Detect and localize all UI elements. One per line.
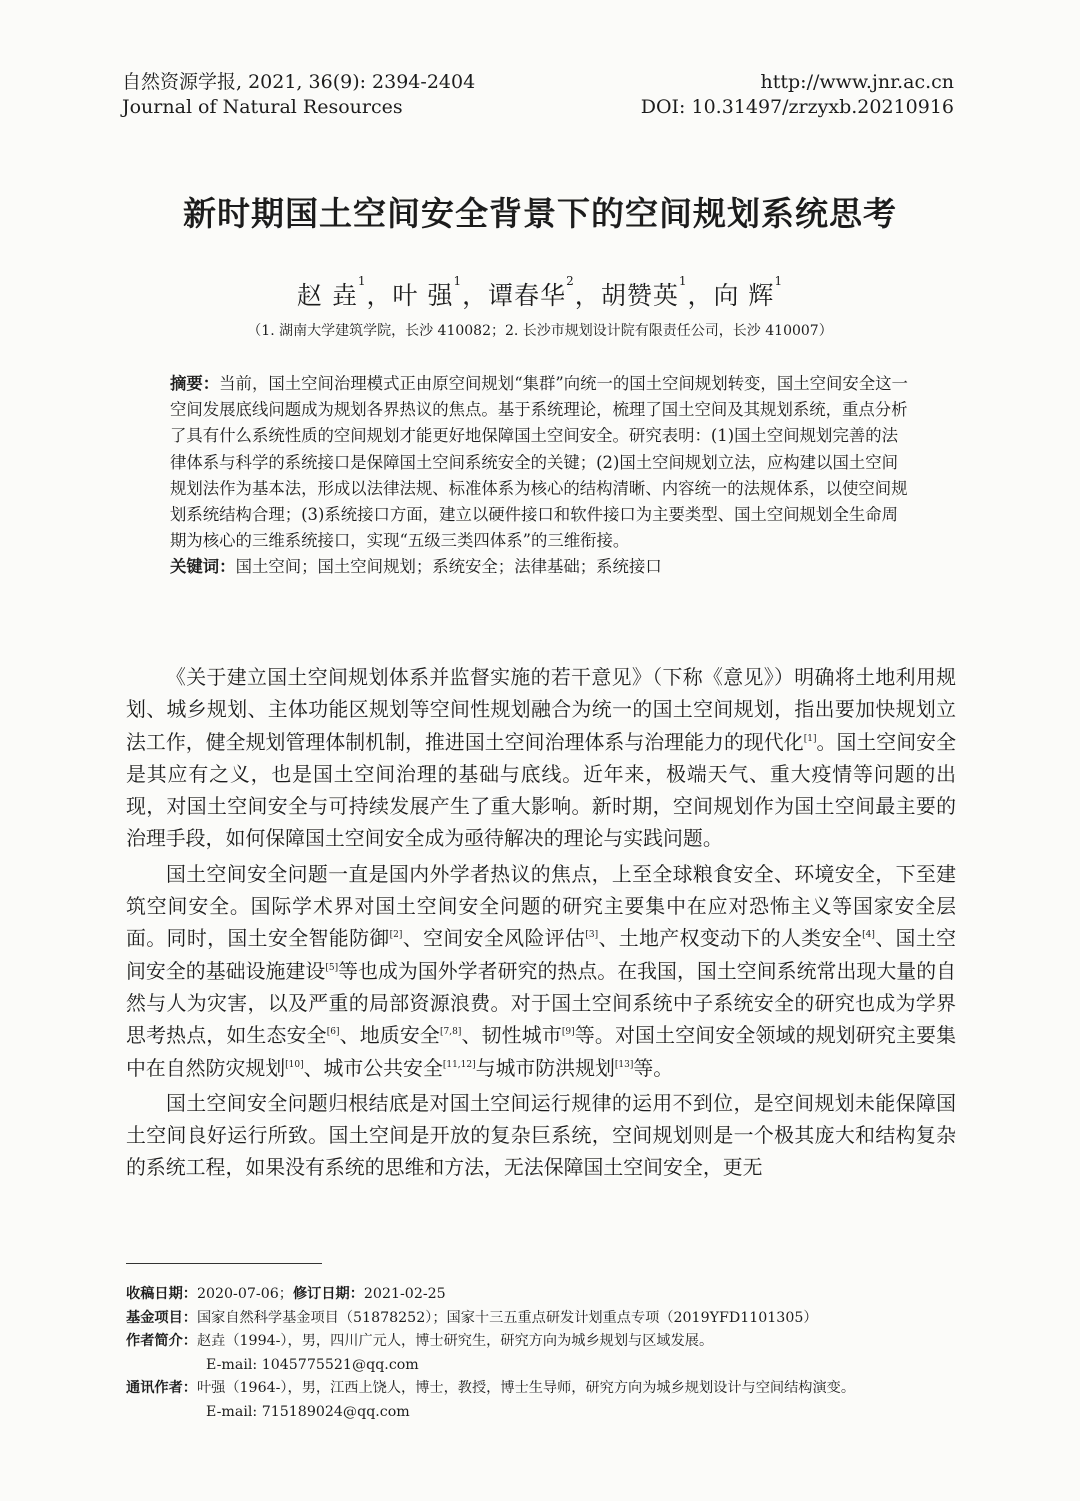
keywords-text: 国土空间；国土空间规划；系统安全；法律基础；系统接口: [235, 557, 662, 577]
author-affiliation-mark: 1: [774, 274, 784, 288]
author-affiliation-mark: 1: [453, 274, 463, 288]
author-bio-row: [126, 1330, 966, 1354]
body-text-run: 、韧性城市: [461, 1024, 562, 1048]
footnotes: [126, 1283, 966, 1425]
footnote-divider: [126, 1263, 322, 1264]
body-text-run: 。国土空间安全是其应有之义，也是国土空间治理的基础与底线。近年来，极端天气、重大疫情等问题的出现，对国土空间安全与可持续发展产生了重大影响。新时期，空间规划作为国土空间最主要的治理手段，如何保障国土空间安全成为亟待解决的理论与实践问题。: [126, 730, 956, 851]
body-paragraph-1: [126, 662, 956, 856]
citation-ref[interactable]: [2]: [389, 930, 403, 941]
body-text-run: 、土地产权变动下的人类安全: [598, 927, 863, 951]
author-email[interactable]: E-mail: 1045775521@qq.com: [206, 1356, 419, 1373]
received-label: 收稿日期：: [126, 1286, 197, 1302]
body-text-run: 等。: [633, 1056, 674, 1080]
journal-header-line-2: [122, 95, 954, 119]
doi[interactable]: DOI: 10.31497/zrzyxb.20210916: [640, 96, 954, 118]
fund-label: 基金项目：: [126, 1309, 197, 1326]
author-bio-label: 作者简介：: [126, 1333, 197, 1350]
corresponding-author-text: 叶强（1964-），男，江西上饶人，博士，教授，博士生导师，研究方向为城乡规划设计与空间结构演变。: [196, 1380, 856, 1397]
author-bio-text: 赵垚（1994-），男，四川广元人，博士研究生，研究方向为城乡规划与区域发展。: [196, 1333, 714, 1350]
body-text: [126, 662, 956, 1188]
body-text-run: 《关于建立国土空间规划体系并监督实施的若干意见》（下称《意见》）明确将土地利用规划、城乡规划、主体功能区规划等空间性规划融合为统一的国土空间规划，指出要加快规划立法工作，健全规划管理体制机制，推进国土空间治理体系与治理能力的现代化: [126, 666, 956, 754]
journal-citation: 自然资源学报, 2021, 36(9): 2394-2404: [122, 71, 476, 93]
journal-header-line-1: [122, 70, 954, 94]
author-list: 赵 垚$^1$，叶 强$^1$，谭春华$^2$，胡赞英$^1$，向 辉$^1$: [296, 274, 784, 310]
abstract-text: 当前，国土空间治理模式正由原空间规划“集群”向统一的国土空间规划转变，国土空间安全这一空间发展底线问题成为规划各界热议的焦点。基于系统理论，梳理了国土空间及其规划系统，重点分析了具有什么系统性质的空间规划才能更好地保障国土空间安全。研究表明：(1)国土空间规划完善的法律体系与科学的系统接口是保障国土空间系统安全的关键；(2)国土空间规划立法，应构建以国土空间规划法作为基本法，形成以法律法规、标准体系为核心的结构清晰、内容统一的法规体系，以使空间规划系统结构合理；(3)系统接口方面，建立以硬件接口和软件接口为主要类型、国土空间规划全生命周期为核心的三维系统接口，实现“五级三类四体系”的三维衔接。: [170, 374, 908, 551]
fund-row: [126, 1307, 966, 1331]
body-text-run: 等。对国土空间安全领域的规划研究主要集中在自然防灾规划: [126, 1024, 957, 1080]
citation-ref[interactable]: [13]: [614, 1059, 634, 1070]
paper-title: 新时期国土空间安全背景下的空间规划系统思考: [183, 194, 897, 233]
body-paragraph-2: [126, 859, 956, 1085]
author-affiliation-mark: 1: [678, 274, 688, 288]
body-text-run: 、国土空间安全的基础设施建设: [126, 927, 956, 983]
dates-row: [126, 1283, 966, 1307]
revised-date: 2021-02-25: [363, 1286, 446, 1302]
abstract-block: [170, 371, 912, 581]
revised-label: 修订日期：: [292, 1286, 364, 1302]
fund-text: 国家自然科学基金项目（51878252）；国家十三五重点研发计划重点专项（2019YFD1101305）: [196, 1309, 818, 1326]
body-text-run: 与城市防洪规划: [475, 1056, 615, 1080]
body-text-run: 、空间安全风险评估: [402, 927, 586, 951]
author-affiliation-mark: 2: [566, 274, 575, 288]
affiliations: （1. 湖南大学建筑学院，长沙 410082；2. 长沙市规划设计院有限责任公司，长沙 410007）: [247, 323, 833, 339]
citation-ref[interactable]: [6]: [326, 1027, 340, 1038]
corresponding-author-label: 通讯作者：: [126, 1380, 197, 1397]
citation-ref[interactable]: [1]: [803, 733, 817, 744]
author-name: 叶 强: [392, 281, 454, 310]
author-name: 胡赞英: [600, 281, 679, 310]
author-name: 赵 垚: [296, 281, 358, 310]
author-name: 谭春华: [488, 281, 567, 310]
body-text-run: 、地质安全: [339, 1024, 441, 1048]
received-date: 2020-07-06；: [196, 1286, 293, 1302]
citation-ref[interactable]: [9]: [561, 1027, 575, 1038]
corresponding-author-row: [126, 1377, 966, 1401]
journal-name-en: Journal of Natural Resources: [122, 96, 403, 118]
author-name: 向 辉: [713, 281, 775, 310]
citation-ref[interactable]: [10]: [285, 1059, 304, 1070]
abstract-label: 摘要：: [170, 374, 220, 393]
author-affiliation-mark: 1: [357, 274, 367, 288]
abstract-paragraph: [170, 371, 912, 554]
keywords-paragraph: [170, 554, 912, 580]
citation-ref[interactable]: [4]: [862, 930, 875, 941]
body-paragraph-3: 国土空间安全问题归根结底是对国土空间运行规律的运用不到位，是空间规划未能保障国土空间良好运行所致。国土空间是开放的复杂巨系统，空间规划则是一个极其庞大和结构复杂的系统工程，如果没有系统的思维和方法，无法保障国土空间安全，更无: [126, 1091, 956, 1180]
citation-ref[interactable]: [7,8]: [440, 1027, 462, 1038]
body-text-run: 国土空间安全问题一直是国内外学者热议的焦点，上至全球粮食安全、环境安全，下至建筑空间安全。国际学术界对国土空间安全问题的研究主要集中在应对恐怖主义等国家安全层面。同时，国土安全智能防御: [126, 862, 956, 951]
body-text-run: 等也成为国外学者研究的热点。在我国，国土空间系统常出现大量的自然与人为灾害，以及严重的局部资源浪费。对于国土空间系统中子系统安全的研究也成为学界思考热点，如生态安全: [126, 959, 957, 1048]
keywords-label: 关键词：: [170, 557, 236, 577]
citation-ref[interactable]: [11,12]: [442, 1059, 476, 1070]
corresponding-author-email[interactable]: E-mail: 715189024@qq.com: [206, 1403, 410, 1420]
citation-ref[interactable]: [3]: [585, 930, 599, 941]
citation-ref[interactable]: [5]: [325, 962, 339, 973]
journal-url[interactable]: http://www.jnr.ac.cn: [760, 71, 954, 93]
body-text-run: 、城市公共安全: [303, 1056, 443, 1080]
